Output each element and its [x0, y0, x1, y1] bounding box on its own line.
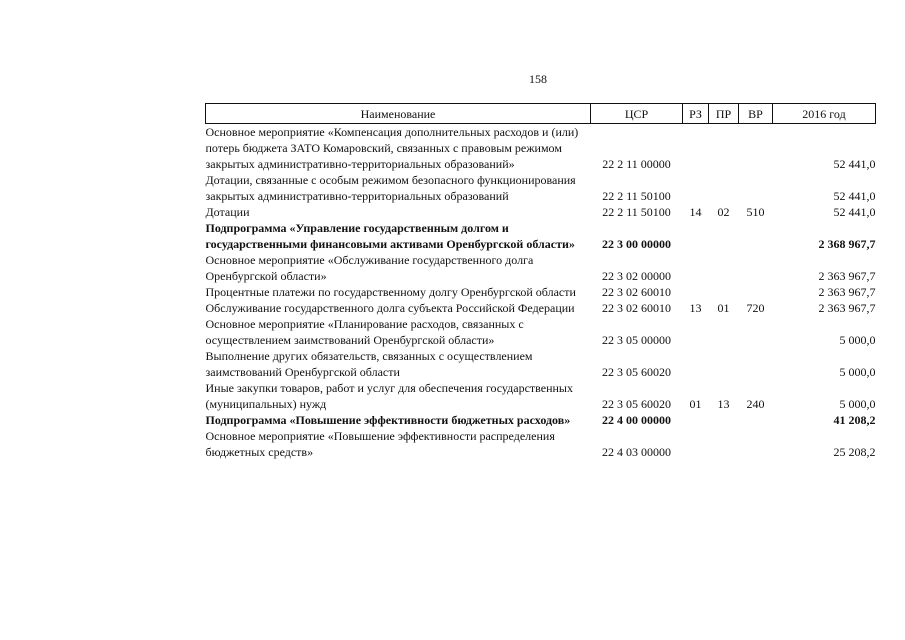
- row-pr: [709, 316, 739, 348]
- row-amount: 5 000,0: [839, 333, 876, 347]
- row-csr: 22 3 02 00000: [602, 269, 671, 283]
- table-row: [206, 380, 876, 412]
- row-rz: 13: [689, 301, 702, 315]
- row-name: Основное мероприятие «Компенсация дополнительных расходов и (или) потерь бюджета ЗАТО Комаровский, связанных с правовым режимом закрытых административно-территориальных образований»: [205, 125, 579, 171]
- row-name: Выполнение других обязательств, связанных с осуществлением заимствований Оренбургской области: [205, 349, 533, 379]
- row-name: Подпрограмма «Управление государственным долгом и государственными финансовыми активами Оренбургской области»: [205, 221, 575, 251]
- row-csr: 22 3 05 00000: [602, 333, 671, 347]
- row-amount: 41 208,2: [833, 413, 876, 427]
- row-csr: 22 3 05 60020: [602, 397, 671, 411]
- row-name: Дотации: [205, 205, 250, 219]
- row-csr: 22 2 11 50100: [602, 205, 671, 219]
- row-amount: 2 363 967,7: [818, 285, 876, 299]
- row-csr: 22 4 00 00000: [602, 413, 671, 427]
- row-amount: 52 441,0: [833, 157, 876, 171]
- table-body: [206, 124, 876, 461]
- table-row: [206, 172, 876, 204]
- table-row: [206, 124, 876, 173]
- row-pr: [709, 412, 739, 428]
- row-rz: [683, 172, 709, 204]
- row-csr: 22 3 02 60010: [602, 301, 671, 315]
- table-row: [206, 428, 876, 460]
- row-rz: [683, 428, 709, 460]
- row-vr: 510: [746, 205, 765, 219]
- row-pr: 01: [717, 301, 730, 315]
- row-csr: 22 3 05 60020: [602, 365, 671, 379]
- row-pr: [709, 284, 739, 300]
- row-amount: 25 208,2: [833, 445, 876, 459]
- row-pr: 02: [717, 205, 730, 219]
- row-pr: [709, 220, 739, 252]
- row-pr: [709, 428, 739, 460]
- row-csr: 22 4 03 00000: [602, 445, 671, 459]
- table-row-subprogram: [206, 220, 876, 252]
- row-rz: [683, 252, 709, 284]
- row-csr: 22 3 00 00000: [602, 237, 671, 251]
- row-csr: 22 2 11 00000: [602, 157, 671, 171]
- row-rz: 01: [689, 397, 702, 411]
- row-vr: 240: [746, 397, 765, 411]
- header-vr: ВР: [739, 104, 773, 124]
- table-row: [206, 348, 876, 380]
- row-vr: [739, 428, 773, 460]
- row-rz: [683, 348, 709, 380]
- budget-table: [205, 103, 876, 460]
- header-pr: ПР: [709, 104, 739, 124]
- table-row: [206, 252, 876, 284]
- row-name: Иные закупки товаров, работ и услуг для обеспечения государственных (муниципальных) нужд: [205, 381, 573, 411]
- row-name: Дотации, связанные с особым режимом безопасного функционирования закрытых административно-территориальных образований: [205, 173, 576, 203]
- row-vr: [739, 412, 773, 428]
- row-vr: [739, 252, 773, 284]
- row-csr: 22 3 02 60010: [602, 285, 671, 299]
- row-csr: 22 2 11 50100: [602, 189, 671, 203]
- row-vr: [739, 220, 773, 252]
- row-amount: 2 363 967,7: [818, 269, 876, 283]
- row-name: Основное мероприятие «Повышение эффективности распределения бюджетных средств»: [205, 429, 555, 459]
- table-row-subprogram: [206, 412, 876, 428]
- row-rz: [683, 412, 709, 428]
- table-row: [206, 316, 876, 348]
- row-name: Подпрограмма «Повышение эффективности бюджетных расходов»: [205, 413, 571, 427]
- table-row: [206, 300, 876, 316]
- row-amount: 2 363 967,7: [818, 301, 876, 315]
- row-amount: 52 441,0: [833, 189, 876, 203]
- page-number: 158: [529, 72, 547, 86]
- table-row: [206, 204, 876, 220]
- row-vr: [739, 316, 773, 348]
- row-vr: [739, 284, 773, 300]
- header-name: Наименование: [206, 104, 591, 124]
- row-pr: [709, 348, 739, 380]
- row-name: Обслуживание государственного долга субъекта Российской Федерации: [205, 301, 575, 315]
- row-rz: [683, 316, 709, 348]
- table-header-row: [206, 104, 876, 124]
- row-vr: 720: [746, 301, 765, 315]
- row-pr: 13: [717, 397, 730, 411]
- row-pr: [709, 172, 739, 204]
- row-amount: 5 000,0: [839, 397, 876, 411]
- row-name: Основное мероприятие «Планирование расходов, связанных с осуществлением заимствований Оренбургской области»: [205, 317, 524, 347]
- header-csr: ЦСР: [591, 104, 683, 124]
- row-amount: 5 000,0: [839, 365, 876, 379]
- row-amount: 52 441,0: [833, 205, 876, 219]
- row-amount: 2 368 967,7: [818, 237, 876, 251]
- row-vr: [739, 172, 773, 204]
- header-rz: РЗ: [683, 104, 709, 124]
- header-year: 2016 год: [773, 104, 876, 124]
- row-rz: 14: [689, 205, 702, 219]
- row-rz: [683, 284, 709, 300]
- row-vr: [739, 348, 773, 380]
- row-vr: [739, 124, 773, 173]
- row-pr: [709, 252, 739, 284]
- row-name: Основное мероприятие «Обслуживание государственного долга Оренбургской области»: [205, 253, 534, 283]
- row-pr: [709, 124, 739, 173]
- row-rz: [683, 124, 709, 173]
- row-rz: [683, 220, 709, 252]
- row-name: Процентные платежи по государственному долгу Оренбургской области: [205, 285, 576, 299]
- table-row: [206, 284, 876, 300]
